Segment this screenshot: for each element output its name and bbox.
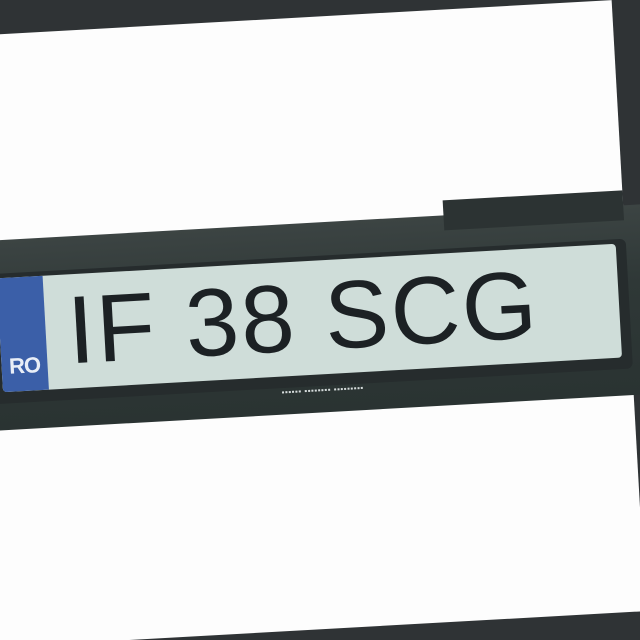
- frame-dealer-text: ▪▪▪▪▪▪ ▪▪▪▪▪▪▪▪ ▪▪▪▪▪▪▪▪▪: [281, 383, 364, 397]
- eu-country-band: [0, 276, 49, 392]
- country-code: RO: [8, 352, 41, 379]
- plate-number: IF 38 SCG: [64, 251, 542, 385]
